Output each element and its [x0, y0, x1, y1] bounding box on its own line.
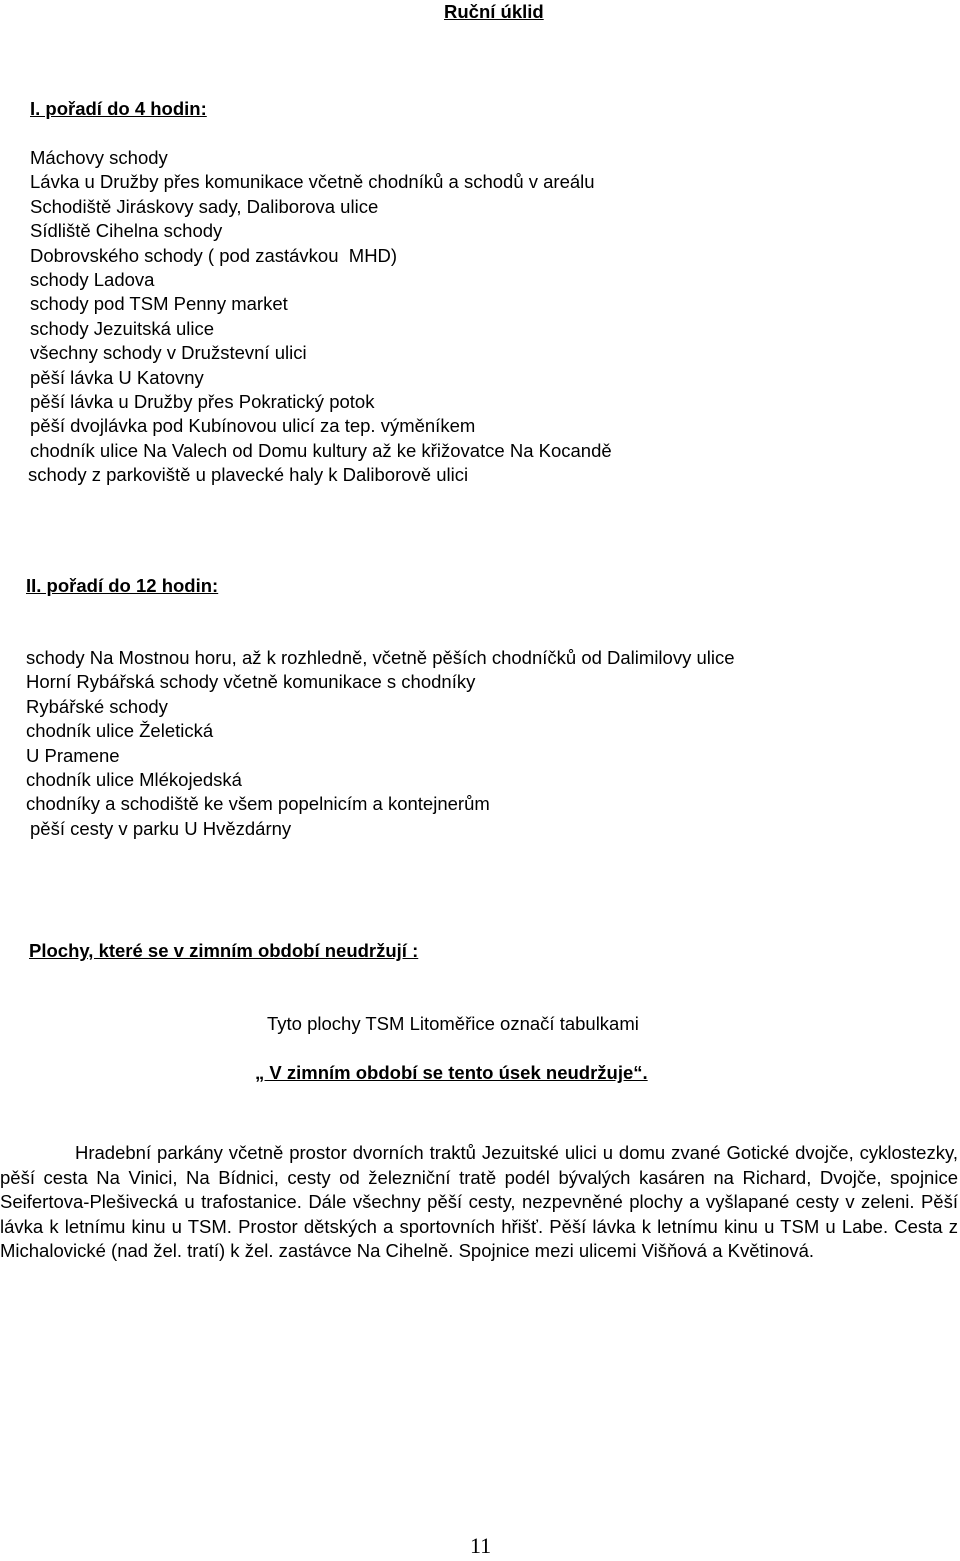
- list-item: schody pod TSM Penny market: [30, 293, 288, 315]
- list-item: schody Jezuitská ulice: [30, 317, 215, 339]
- section-3-note: Tyto plochy TSM Litoměřice označí tabulkami: [267, 1013, 639, 1034]
- list-item: schody z parkoviště u plavecké haly k Daliborově ulici: [28, 464, 469, 486]
- list-item: Horní Rybářská schody včetně komunikace s chodníky: [26, 671, 476, 693]
- list-item: Dobrovského schody ( pod zastávkou MHD): [30, 244, 398, 266]
- list-item: U Pramene: [26, 744, 120, 766]
- winter-sign-text: „ V zimním období se tento úsek neudržuje“.: [255, 1062, 648, 1083]
- unmaintained-areas-paragraph: Hradební parkány včetně prostor dvorních traktů Jezuitské ulici u domu zvané Gotické dvojče, cyklostezky, pěší cesta Na Vinici, Na Bídnici, cesty od železniční tratě podél bývalých kasáren na Richard, Dvojče, spojnice Seifertova-Plešivecká u trafostanice. Dále všechny pěší cesty, nezpevněné plochy a vyšlapané cesty v zeleni. Pěší lávka k letnímu kinu u TSM. Prostor dětských a sportovních hřišť. Pěší lávka k letnímu kinu u TSM u Labe. Cesta z Michalovické (nad žel. tratí) k žel. zastávce Na Cihelně. Spojnice mezi ulicemi Višňová a Květinová.: [0, 1142, 958, 1262]
- section-3-heading: Plochy, které se v zimním období neudržují :: [29, 940, 419, 961]
- list-item: Rybářské schody: [26, 695, 168, 717]
- list-item: chodník ulice Na Valech od Domu kultury až ke křižovatce Na Kocandě: [30, 439, 612, 461]
- list-item: schody Ladova: [30, 269, 155, 290]
- section-2-heading: II. pořadí do 12 hodin:: [26, 575, 219, 596]
- page-number: 11: [470, 1533, 492, 1558]
- list-item: chodníky a schodiště ke všem popelnicím a kontejnerům: [26, 793, 490, 815]
- list-item: Sídliště Cihelna schody: [30, 220, 223, 242]
- list-item: všechny schody v Družstevní ulici: [30, 342, 307, 364]
- list-item: Máchovy schody: [30, 147, 168, 168]
- section-1-heading: I. pořadí do 4 hodin:: [30, 98, 207, 119]
- list-item: schody Na Mostnou horu, až k rozhledně, včetně pěších chodníčků od Dalimilovy ulice: [26, 647, 735, 668]
- page-title: Ruční úklid: [444, 1, 544, 22]
- list-item: pěší lávka U Katovny: [30, 366, 204, 388]
- list-item: pěší dvojlávka pod Kubínovou ulicí za tep. výměníkem: [30, 415, 476, 437]
- list-item: pěší cesty v parku U Hvězdárny: [30, 817, 292, 839]
- list-item: pěší lávka u Družby přes Pokratický potok: [30, 391, 375, 412]
- list-item: Schodiště Jiráskovy sady, Daliborova ulice: [30, 195, 379, 217]
- list-item: chodník ulice Želetická: [26, 720, 214, 742]
- list-item: chodník ulice Mlékojedská: [26, 769, 242, 790]
- list-item: Lávka u Družby přes komunikace včetně chodníků a schodů v areálu: [30, 171, 595, 193]
